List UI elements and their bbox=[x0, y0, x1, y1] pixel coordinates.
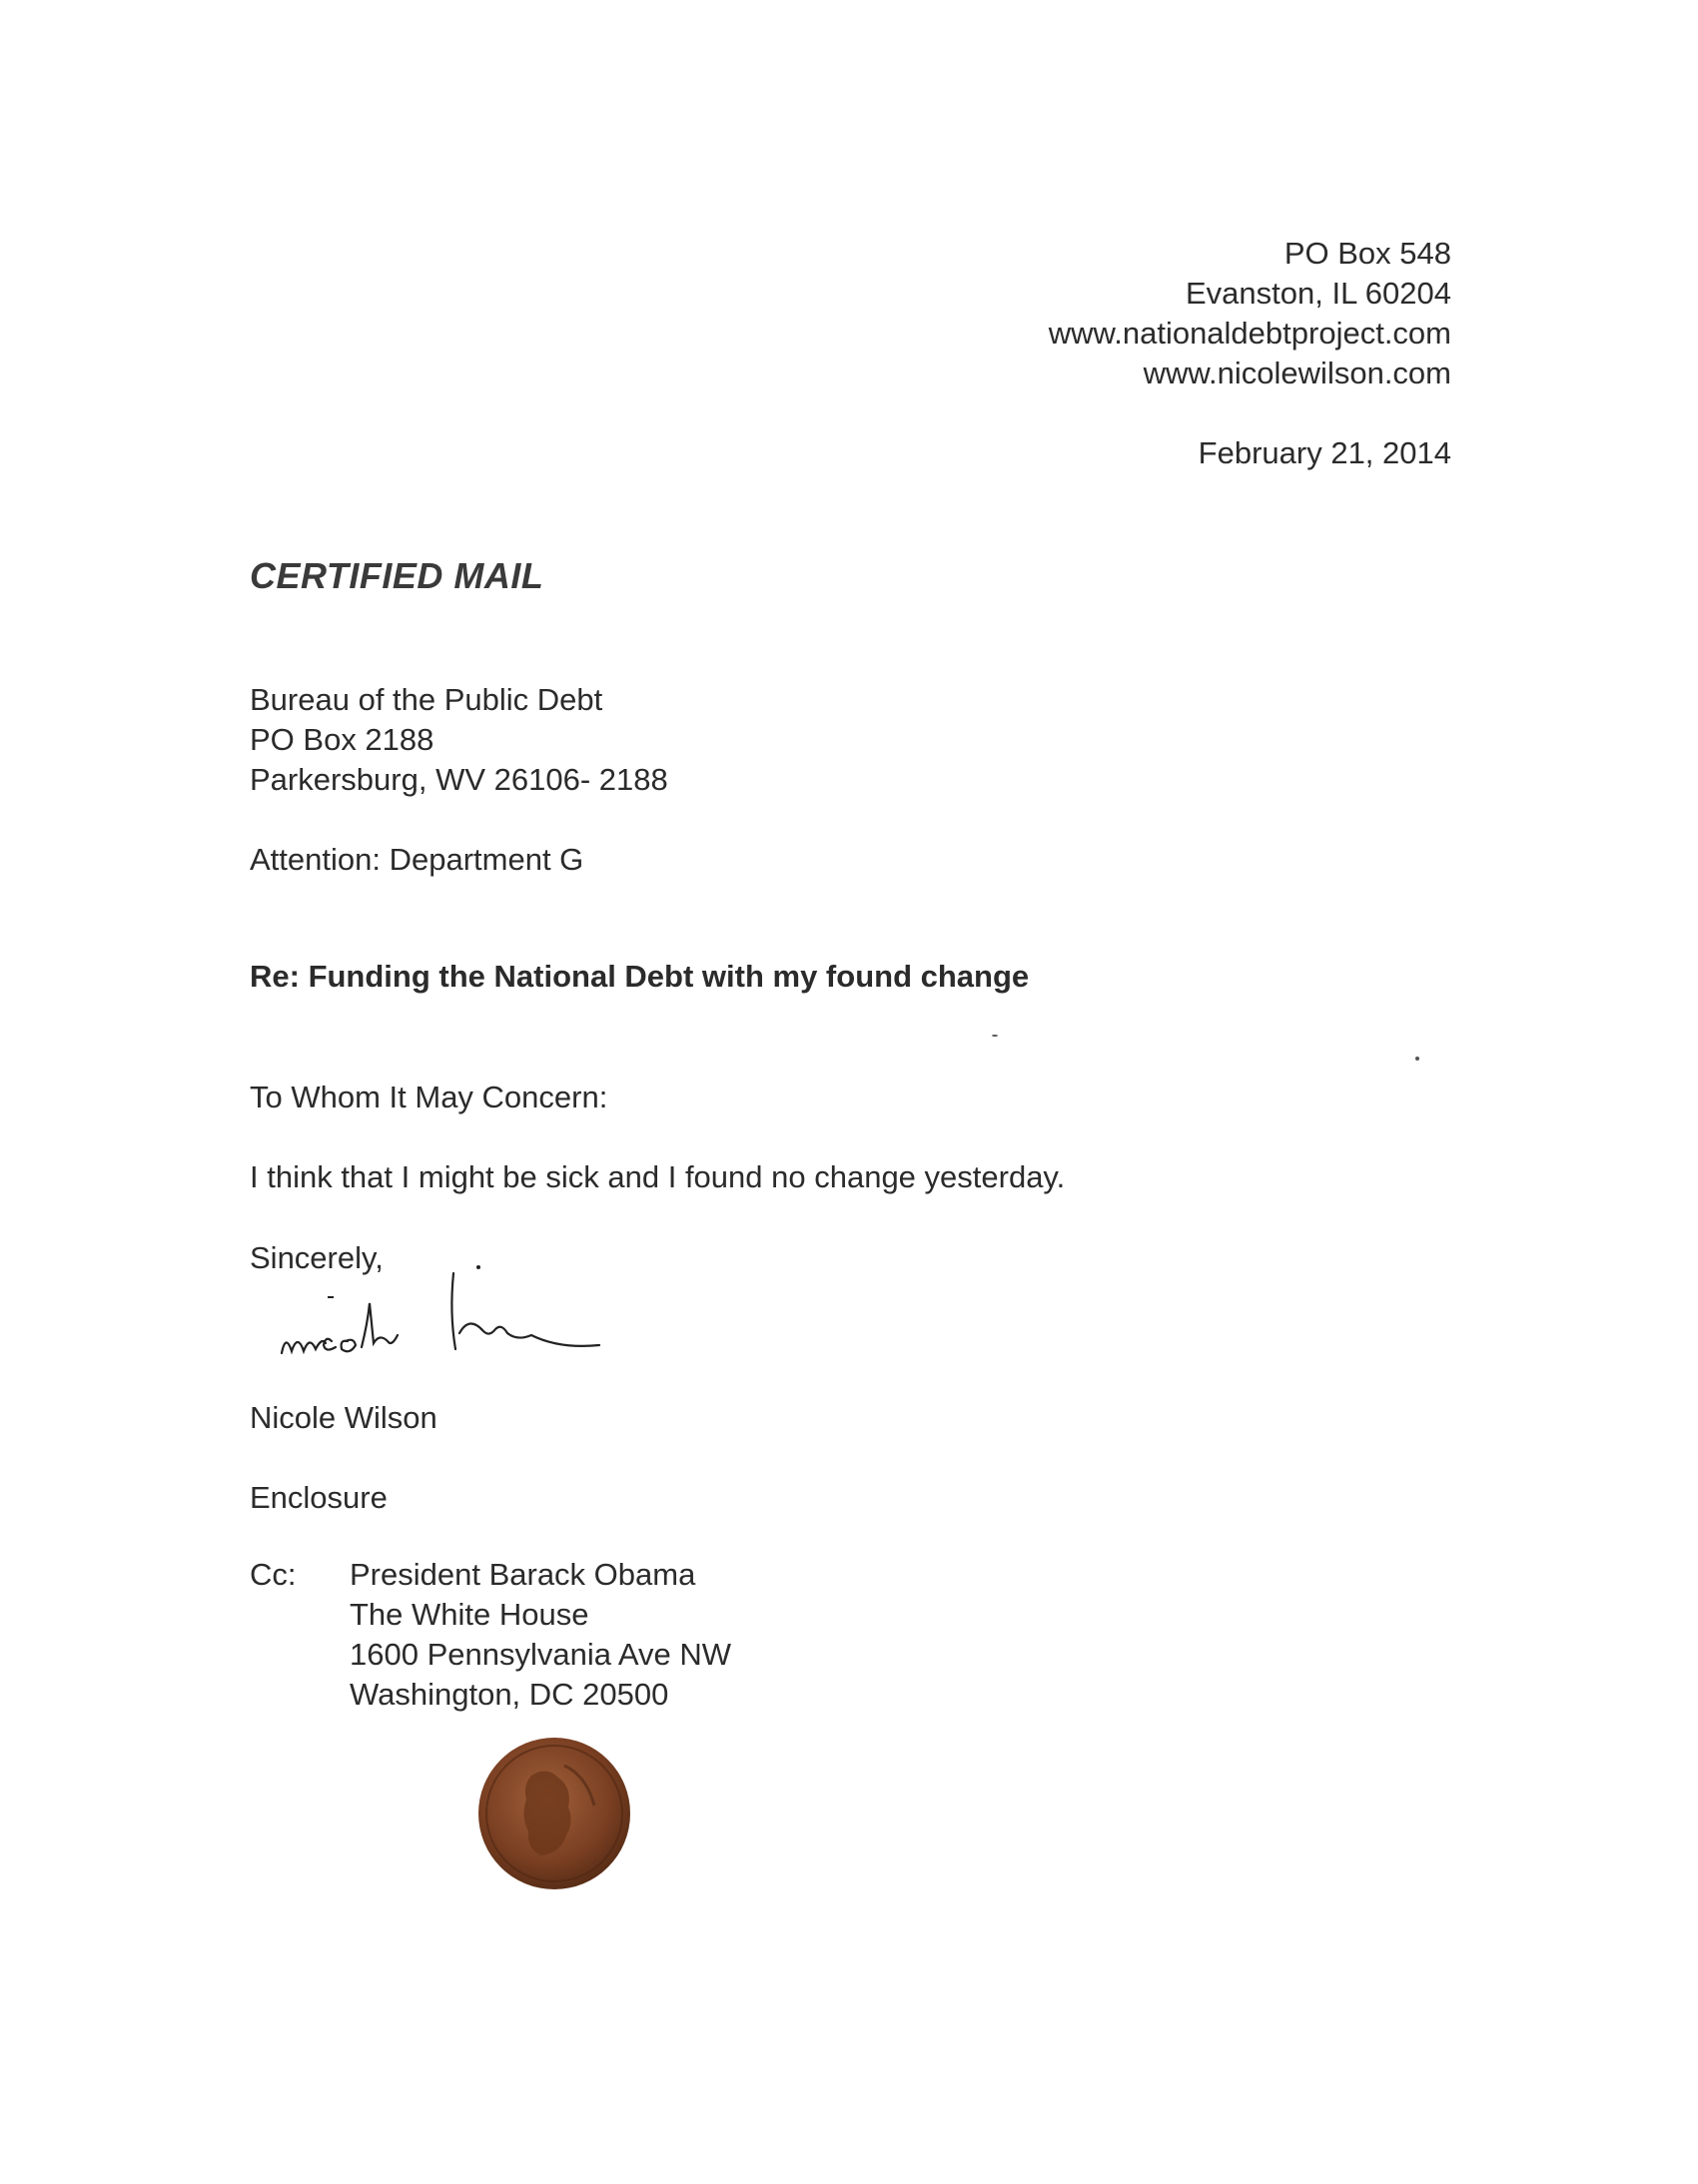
salutation: To Whom It May Concern: bbox=[250, 1080, 608, 1114]
cc-line-3: 1600 Pennsylvania Ave NW bbox=[350, 1637, 731, 1672]
signature-image bbox=[270, 1253, 619, 1373]
sender-po-box: PO Box 548 bbox=[1283, 236, 1451, 271]
sender-city-state-zip: Evanston, IL 60204 bbox=[1186, 276, 1451, 311]
cc-line-4: Washington, DC 20500 bbox=[350, 1677, 669, 1712]
scan-speck bbox=[992, 1035, 998, 1037]
recipient-po-box: PO Box 2188 bbox=[250, 722, 434, 757]
sender-website-1: www.nationaldebtproject.com bbox=[1048, 316, 1451, 351]
cc-line-2: The White House bbox=[350, 1597, 589, 1632]
sender-website-2: www.nicolewilson.com bbox=[1143, 356, 1451, 390]
scan-speck bbox=[1415, 1057, 1419, 1061]
certified-mail-heading: CERTIFIED MAIL bbox=[250, 555, 544, 596]
enclosure-line: Enclosure bbox=[250, 1480, 388, 1515]
cc-label: Cc: bbox=[250, 1557, 297, 1592]
body-paragraph: I think that I might be sick and I found no change yesterday. bbox=[250, 1159, 1066, 1194]
attention-line: Attention: Department G bbox=[250, 842, 584, 877]
recipient-name: Bureau of the Public Debt bbox=[250, 682, 603, 717]
signer-name: Nicole Wilson bbox=[250, 1400, 437, 1435]
recipient-city-state-zip: Parkersburg, WV 26106- 2188 bbox=[250, 762, 668, 797]
penny-coin-image bbox=[476, 1736, 632, 1891]
cc-line-1: President Barack Obama bbox=[350, 1557, 696, 1592]
letter-date: February 21, 2014 bbox=[1198, 435, 1451, 470]
subject-line: Re: Funding the National Debt with my found change bbox=[250, 959, 1030, 994]
closing: Sincerely, bbox=[250, 1240, 384, 1275]
